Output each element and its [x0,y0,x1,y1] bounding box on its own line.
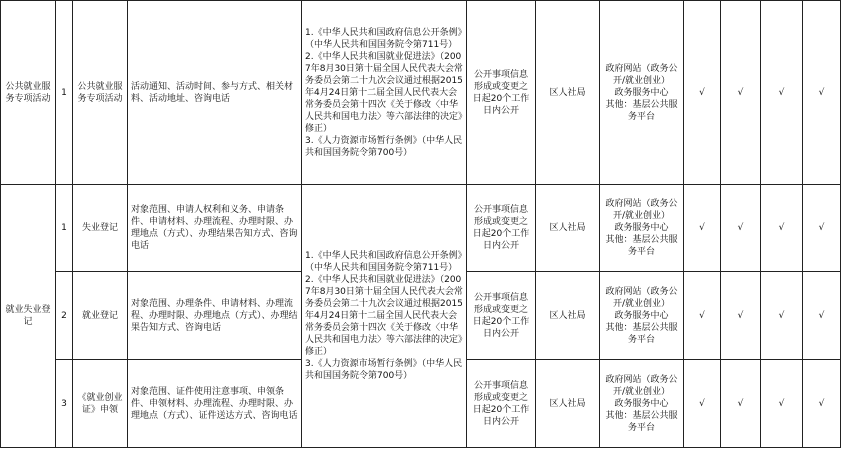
content-cell: 对象范围、申请人权利和义务、申请条件、申请材料、办理流程、办理时限、办理地点（方式）、办理结果告知方式、咨询电话 [128,185,302,272]
item-cell: 公共就业服务专项活动 [73,1,128,185]
item-cell: 就业登记 [73,272,128,360]
check-mark: √ [721,360,761,448]
check-mark: √ [684,185,721,272]
content-cell: 对象范围、证件使用注意事项、申领条件、申领材料、办理流程、办理时限、办理地点（方式）、证件送达方式、咨询电话 [128,360,302,448]
subject-cell: 区人社局 [536,1,600,185]
check-mark: √ [761,360,803,448]
check-mark: √ [803,360,841,448]
check-mark: √ [761,1,803,185]
timing-cell: 公开事项信息形成或变更之日起20个工作日内公开 [467,360,536,448]
table-row [1,1,841,185]
category-cell: 公共就业服务专项活动 [1,1,56,185]
channel-cell: 政府网站（政务公开/就业创业） 政务服务中心 其他：基层公共服务平台 [600,360,684,448]
timing-cell: 公开事项信息形成或变更之日起20个工作日内公开 [467,1,536,185]
check-mark: √ [721,272,761,360]
subject-cell: 区人社局 [536,272,600,360]
subject-cell: 区人社局 [536,185,600,272]
channel-cell: 政府网站（政务公开/就业创业） 政务服务中心 其他：基层公共服务平台 [600,272,684,360]
index-cell: 3 [56,360,73,448]
check-mark: √ [684,1,721,185]
timing-cell: 公开事项信息形成或变更之日起20个工作日内公开 [467,185,536,272]
item-cell: 失业登记 [73,185,128,272]
index-cell: 2 [56,272,73,360]
check-mark: √ [803,1,841,185]
check-mark: √ [684,272,721,360]
check-mark: √ [721,1,761,185]
index-cell: 1 [56,185,73,272]
law-basis-cell: 1.《中华人民共和国政府信息公开条例》（中华人民共和国国务院令第711号） 2.《中华人民共和国就业促进法》（2007年8月30日第十届全国人民代表大会常务委员会第二十九次会议通过根据2015年4月24日第十二届全国人民代表大会常务委员会第十四次《关于修改〈中华人民共和国电力法〉等六部法律的决定》修正） 3.《人力资源市场暂行条例》（中华人民共和国国务院令第700号） [302,185,467,448]
category-cell: 就业失业登记 [1,185,56,448]
check-mark: √ [721,185,761,272]
content-cell: 对象范围、办理条件、申请材料、办理流程、办理时限、办理地点（方式）、办理结果告知方式、咨询电话 [128,272,302,360]
channel-cell: 政府网站（政务公开/就业创业） 政务服务中心 其他：基层公共服务平台 [600,185,684,272]
check-mark: √ [761,185,803,272]
check-mark: √ [803,272,841,360]
check-mark: √ [761,272,803,360]
index-cell: 1 [56,1,73,185]
item-cell: 《就业创业证》申领 [73,360,128,448]
channel-cell: 政府网站（政务公开/就业创业） 政务服务中心 其他：基层公共服务平台 [600,1,684,185]
check-mark: √ [684,360,721,448]
content-cell: 活动通知、活动时间、参与方式、相关材料、活动地址、咨询电话 [128,1,302,185]
check-mark: √ [803,185,841,272]
law-basis-cell: 1.《中华人民共和国政府信息公开条例》（中华人民共和国国务院令第711号） 2.《中华人民共和国就业促进法》（2007年8月30日第十届全国人民代表大会常务委员会第二十九次会议通过根据2015年4月24日第十二届全国人民代表大会常务委员会第十四次《关于修改〈中华人民共和国电力法〉等六部法律的决定》修正） 3.《人力资源市场暂行条例》（中华人民共和国国务院令第700号） [302,1,467,185]
subject-cell: 区人社局 [536,360,600,448]
timing-cell: 公开事项信息形成或变更之日起20个工作日内公开 [467,272,536,360]
table-row [1,185,841,272]
